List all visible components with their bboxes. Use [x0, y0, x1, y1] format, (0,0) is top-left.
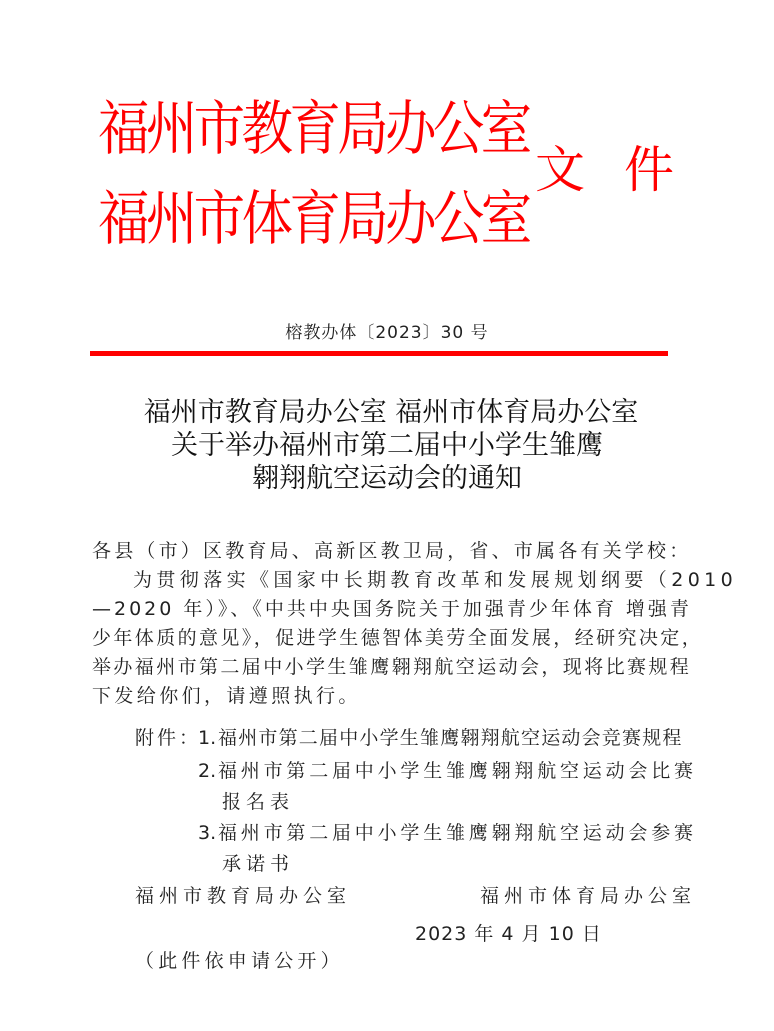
letterhead-doc-label-wen: 文	[535, 141, 585, 199]
salutation: 各县（市）区教育局、高新区教卫局，省、市属各有关学校：	[92, 540, 692, 562]
attachment-2-title-line-1: 福州市第二届中小学生雏鹰翱翔航空运动会比赛	[218, 760, 697, 782]
attachment-3-title-line-1: 福州市第二届中小学生雏鹰翱翔航空运动会参赛	[218, 822, 697, 844]
attachment-2-number: 2.	[198, 760, 217, 782]
disclosure-note: （此件依申请公开）	[135, 950, 344, 972]
letterhead-doc-label-jian: 件	[624, 141, 674, 199]
body-line-5: 下发给你们，请遵照执行。	[92, 685, 361, 707]
attachment-3-title-line-2: 承诺书	[222, 853, 295, 875]
red-divider-rule	[90, 351, 668, 356]
title-line-3: 翱翔航空运动会的通知	[252, 463, 522, 494]
title-line-1: 福州市教育局办公室 福州市体育局办公室	[143, 397, 639, 428]
document-title	[0, 396, 774, 495]
issue-date: 2023 年 4 月 10 日	[415, 923, 602, 945]
signature-education-office: 福州市教育局办公室	[135, 885, 352, 907]
body-line-1: 为贯彻落实《国家中长期教育改革和发展规划纲要（2010	[133, 569, 738, 591]
body-line-4: 举办福州市第二届中小学生雏鹰翱翔航空运动会，现将比赛规程	[92, 656, 692, 678]
signature-sports-office: 福州市体育局办公室	[480, 885, 697, 907]
attachments-label: 附件：	[135, 727, 202, 749]
attachment-2-title-line-2: 报名表	[222, 791, 295, 813]
letterhead-issuer-education: 福州市教育局办公室	[98, 94, 529, 164]
attachment-3-number: 3.	[198, 822, 217, 844]
attachment-1-number: 1.	[198, 727, 217, 749]
body-line-2: —2020 年）》、《中共中央国务院关于加强青少年体育 增强青	[92, 598, 692, 620]
attachment-1-title: 福州市第二届中小学生雏鹰翱翔航空运动会竞赛规程	[218, 727, 683, 749]
body-line-3: 少年体质的意见》，促进学生德智体美劳全面发展，经研究决定，	[92, 627, 704, 649]
title-line-2: 关于举办福州市第二届中小学生雏鹰	[171, 430, 603, 461]
letterhead-issuer-sports: 福州市体育局办公室	[98, 184, 529, 254]
document-number: 榕教办体〔2023〕30 号	[285, 323, 489, 343]
